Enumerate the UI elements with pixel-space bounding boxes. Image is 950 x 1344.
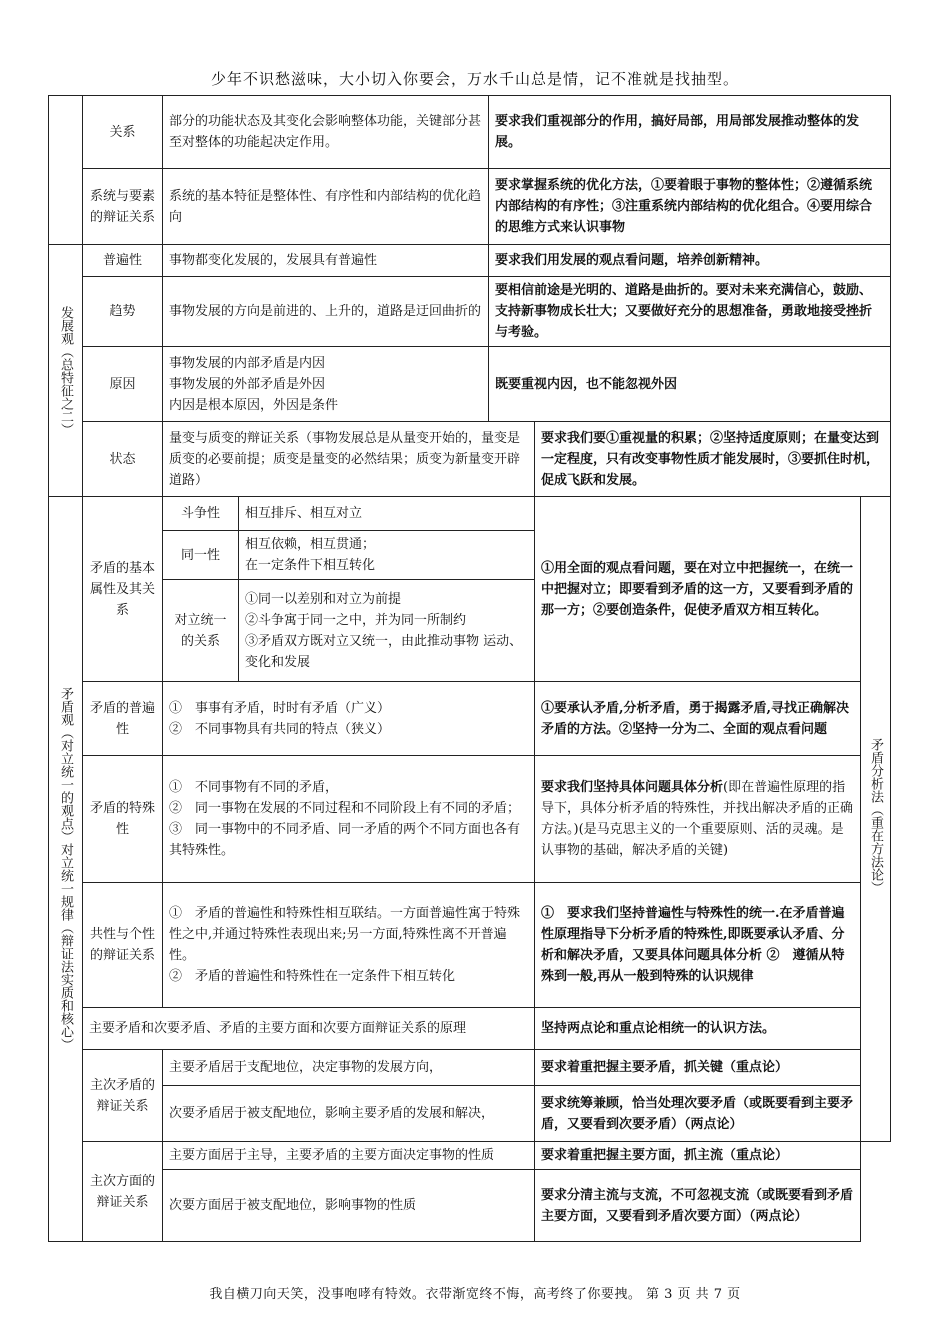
common-line: ② 矛盾的普遍性和特殊性在一定条件下相互转化 <box>169 969 456 984</box>
page-header: 少年不识愁滋味，大小切入你要会，万水千山总是情，记不准就是找抽型。 <box>210 70 739 88</box>
text-main-aspect-1: 主要方面居于主导，主要矛盾的主要方面决定事物的性质 <box>163 1142 535 1170</box>
universal-line: ① 事事有矛盾，时时有矛盾（广义） <box>169 700 391 716</box>
text-main-contradiction-2: 次要矛盾居于被支配地位，影响主要矛盾的发展和解决， <box>163 1086 535 1142</box>
method-main-aspect-2: 要求分清主流与支流，不可忽视支流（或既要看到矛盾主要方面，又要看到矛盾次要方面）（两点论） <box>535 1170 861 1242</box>
label-trend: 趋势 <box>83 277 163 347</box>
method-common: ① 要求我们坚持普遍性与特殊性的统一.在矛盾普遍性原理指导下分析矛盾的特殊性,即既要承认矛盾、分析和解决矛盾，又要具体问题具体分析 ② 遵循从特殊到一般,再从一般到特殊的认识规律 <box>535 883 861 1008</box>
method-main-aspect-1: 要求着重把握主要方面，抓主流（重点论） <box>535 1142 861 1170</box>
method-basic-attr: ①用全面的观点看问题，要在对立中把握统一，在统一中把握对立；即要看到矛盾的这一方，又要看到矛盾的那一方；②要创造条件，促使矛盾双方相互转化。 <box>535 497 861 682</box>
label-identity: 同一性 <box>163 531 239 580</box>
principle-state: 量变与质变的辩证关系（事物发展总是从量变开始的，量变是质变的必要前提；质变是量变的必然结果；质变为新量变开辟道路） <box>163 422 535 497</box>
label-cause: 原因 <box>83 347 163 422</box>
unity-line: ③矛盾双方既对立又统一，由此推动事物 运动、变化和发展 <box>245 633 523 670</box>
label-basic-attr: 矛盾的基本属性及其关系 <box>83 497 163 682</box>
text-main-contradiction-1: 主要矛盾居于支配地位，决定事物的发展方向， <box>163 1050 535 1086</box>
side-analysis <box>861 497 891 1142</box>
text-unity <box>239 580 535 682</box>
label-system-elements: 系统与要素的辩证关系 <box>83 169 163 245</box>
label-universality: 普遍性 <box>83 245 163 277</box>
section-system <box>49 96 83 245</box>
method-system-elements: 要求掌握系统的优化方法，①要着眼于事物的整体性；②遵循系统内部结构的有序性；③注重系统内部结构的优化组合。④要用综合的思维方式来认识事物 <box>489 169 891 245</box>
side-analysis-text: 矛盾分析法（重在方法论） <box>868 737 884 894</box>
section-contradiction: 矛盾观（对立统一的观点）对立统一规律（辩证法实质和核心） <box>49 497 83 1242</box>
method-special-rest: (即在普遍性原理的指导下，具体分析矛盾的特殊性，并找出解决矛盾的正确方法。)(是马克思主义的一个重要原则、活的灵魂。是认事物的基础，解决矛盾的关键) <box>541 780 854 858</box>
text-struggle: 相互排斥、相互对立 <box>239 497 535 531</box>
cause-line: 事物发展的内部矛盾是内因 <box>169 355 326 371</box>
cause-line: 事物发展的外部矛盾是外因 <box>169 376 326 392</box>
common-line: ① 矛盾的普遍性和特殊性相互联结。一方面普遍性寓于特殊性之中,并通过特殊性表现出来;另一方面,特殊性离不开普遍性。 <box>169 906 521 963</box>
special-line: ① 不同事物有不同的矛盾， <box>169 780 339 795</box>
cause-line: 内因是根本原因，外因是条件 <box>169 397 339 413</box>
side-blank <box>861 1142 891 1242</box>
text-main-relation: 主要矛盾和次要矛盾、矛盾的主要方面和次要方面辩证关系的原理 <box>83 1008 535 1050</box>
method-relation: 要求我们重视部分的作用，搞好局部，用局部发展推动整体的发展。 <box>489 96 891 169</box>
method-special-bold: 要求我们坚持具体问题具体分析 <box>541 780 724 795</box>
label-special: 矛盾的特殊性 <box>83 756 163 883</box>
label-common: 共性与个性的辩证关系 <box>83 883 163 1008</box>
text-universal <box>163 682 535 756</box>
principle-universality: 事物都变化发展的，发展具有普遍性 <box>163 245 489 277</box>
method-universality: 要求我们用发展的观点看问题，培养创新精神。 <box>489 245 891 277</box>
method-cause: 既要重视内因，也不能忽视外因 <box>489 347 891 422</box>
principle-cause <box>163 347 489 422</box>
text-common <box>163 883 535 1008</box>
special-line: ③ 同一事物中的不同矛盾、同一矛盾的两个不同方面也各有其特殊性。 <box>169 822 521 858</box>
identity-line: 相互依赖，相互贯通； <box>245 537 376 552</box>
method-special <box>535 756 861 883</box>
principle-system-elements: 系统的基本特征是整体性、有序性和内部结构的优化趋向 <box>163 169 489 245</box>
page-footer: 我自横刀向天笑，没事咆哮有特效。衣带渐宽终不悔，高考终了你要拽。 第 3 页 共 7 页 <box>209 1287 741 1302</box>
text-identity <box>239 531 535 580</box>
principle-trend: 事物发展的方向是前进的、上升的，道路是迂回曲折的 <box>163 277 489 347</box>
philosophy-table <box>48 95 891 1242</box>
method-state: 要求我们要①重视量的积累；②坚持适度原则；在量变达到一定程度，只有改变事物性质才能发展时，③要抓住时机，促成飞跃和发展。 <box>535 422 891 497</box>
label-unity: 对立统一的关系 <box>163 580 239 682</box>
text-main-aspect-2: 次要方面居于被支配地位，影响事物的性质 <box>163 1170 535 1242</box>
method-main-contradiction-1: 要求着重把握主要矛盾，抓关键（重点论） <box>535 1050 861 1086</box>
unity-line: ①同一以差别和对立为前提 <box>245 591 402 607</box>
label-struggle: 斗争性 <box>163 497 239 531</box>
text-special <box>163 756 535 883</box>
label-main-aspect: 主次方面的辩证关系 <box>83 1142 163 1242</box>
principle-relation: 部分的功能状态及其变化会影响整体功能，关键部分甚至对整体的功能起决定作用。 <box>163 96 489 169</box>
label-universal: 矛盾的普遍性 <box>83 682 163 756</box>
method-universal: ①要承认矛盾,分析矛盾，勇于揭露矛盾,寻找正确解决矛盾的方法。②坚持一分为二、全面的观点看问题 <box>535 682 861 756</box>
special-line: ② 同一事物在发展的不同过程和不同阶段上有不同的矛盾； <box>169 801 521 816</box>
universal-line: ② 不同事物具有共同的特点（狭义） <box>169 721 391 737</box>
unity-line: ②斗争寓于同一之中，并为同一所制约 <box>245 612 467 628</box>
method-main-relation: 坚持两点论和重点论相统一的认识方法。 <box>535 1008 861 1050</box>
identity-line: 在一定条件下相互转化 <box>245 558 376 573</box>
label-state: 状态 <box>83 422 163 497</box>
label-main-contradiction: 主次矛盾的辩证关系 <box>83 1050 163 1142</box>
method-main-contradiction-2: 要求统筹兼顾，恰当处理次要矛盾（或既要看到主要矛盾，又要看到次要矛盾）（两点论） <box>535 1086 861 1142</box>
section-development: 发展观（总特征之二） <box>49 245 83 497</box>
label-relation: 关系 <box>83 96 163 169</box>
method-trend: 要相信前途是光明的、道路是曲折的。要对未来充满信心，鼓励、支持新事物成长壮大；又要做好充分的思想准备，勇敢地接受挫折与考验。 <box>489 277 891 347</box>
